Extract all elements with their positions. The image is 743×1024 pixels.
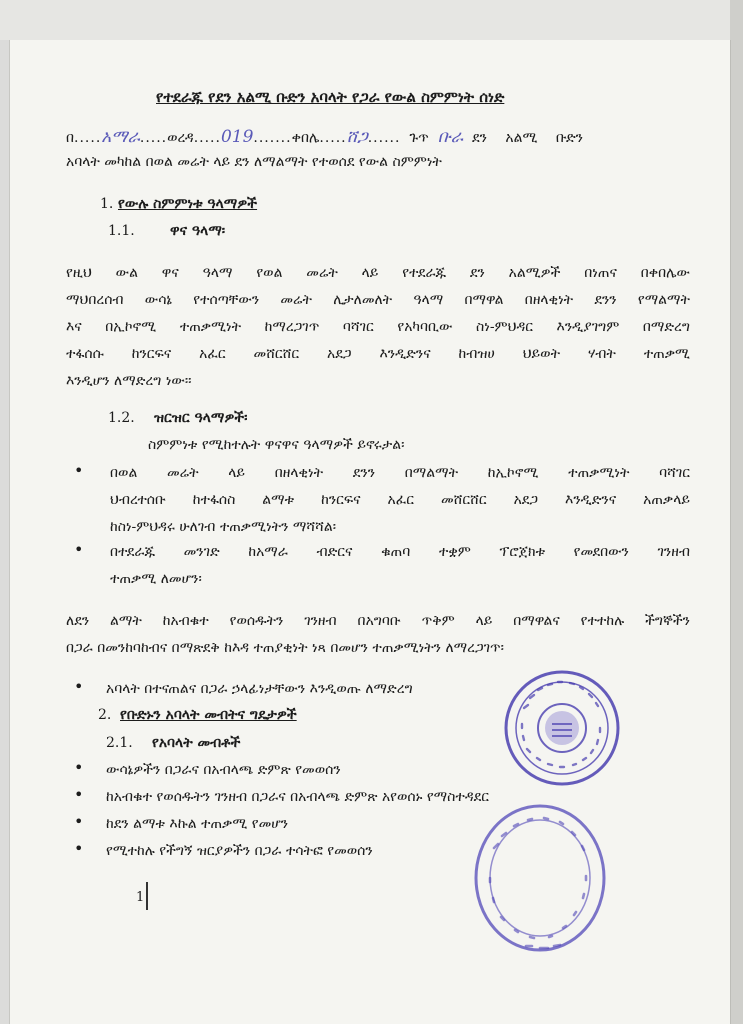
bullet-dot: • [74, 812, 84, 831]
scan-top-edge [0, 0, 743, 40]
kebele-label: ቀበሌ [291, 130, 320, 146]
document-title: የተደራጁ የደን አልሚ ቡድን አባላት የጋራ የውል ስምምነት ሰነድ [156, 88, 505, 106]
bullet-line: ከስነ-ምህዳሩ ሁለገብ ተጠቃሚነትን ማሻሻል፡ [110, 519, 337, 535]
official-stamp-seal-lower [470, 798, 610, 958]
sub1-2-heading: ዝርዝር ዓላማዎች፡ [154, 410, 248, 426]
paragraph-line: እንዲሆን ለማድረግ ነው፡፡ [66, 373, 192, 389]
sub2-1-heading: የአባላት መብቶች [152, 735, 241, 751]
scan-right-edge [730, 0, 743, 1024]
woreda-label: ወረዳ [167, 130, 194, 146]
bullet-line: ህብረተሰቡ ከተፋሰስ ልማቱ ከንርፍና አፈር መሸርሸር አደጋ እንዲድንና አጠቃላይ [110, 492, 690, 508]
paragraph-line: ተፋሰሱ ከንርፍና አፈር መሸርሸር አደጋ እንዲድንና ከብዝሀ ህይወት ሃብት ተጠቃሚ [66, 346, 690, 362]
bullet-line: በወል መሬት ላይ በዘላቂነት ደንን በማልማት ከኢኮኖሚ ተጠቃሚነት ባሻገር [110, 465, 690, 481]
official-stamp-seal [502, 668, 622, 788]
section1-number: 1. [100, 196, 114, 212]
sub2-1-number: 2.1. [106, 735, 133, 751]
intro-suffix: ደን አልሚ ቡድን [471, 130, 584, 146]
bullet-dot: • [74, 540, 84, 559]
section2-number: 2. [98, 707, 112, 723]
paragraph-line: እና በኢኮኖሚ ተጠቃሚነት ከማረጋገጥ ባሻገር የአካባቢው ስነ-ምህዳር እንዲያገግም በማድረግ [66, 319, 690, 335]
bullet-dot: • [74, 758, 84, 777]
intro-line-1: በ.....አማራ.....ወረዳ.....019.......ቀበሌ.....ሸጋ...... ጉጥ ቡራ ደን አልሚ ቡድን [66, 127, 584, 147]
kebele-handwritten: ሸጋ [346, 127, 368, 147]
intro-line-2: አባላት መካከል በወል መሬት ላይ ደን ለማልማት የተወሰደ የውል ስምምነት [66, 154, 442, 170]
sub1-2-number: 1.2. [108, 410, 135, 426]
rights-item: የሚተከሉ የችግኝ ዝርያዎችን በጋራ ተሳትፎ የመወሰን [106, 843, 373, 859]
bullet-dot: • [74, 677, 84, 696]
rights-item: ውሳኔዎችን በጋራና በአብላጫ ድምጽ የመወሰን [106, 762, 341, 778]
bullet-line: በተደራጁ መንገድ ከአማራ ብድርና ቁጠባ ተቋም ፕሮጀክቱ የመደበውን ገንዘብ [110, 544, 690, 560]
woreda-handwritten: 019 [220, 127, 254, 147]
region-handwritten: አማራ [101, 127, 140, 147]
rights-item: ከአብቁተ የወሰዱትን ገንዘብ በጋራና በአብላጫ ድምጽ አየወሰኑ የማስተዳደር [106, 789, 489, 805]
sub1-1-heading: ዋና ዓላማ፡ [170, 223, 226, 239]
paragraph2-line: ለደን ልማት ከአብቁተ የወሰዱትን ገንዘብ በአግባቡ ጥቅም ላይ በማዋልና የተተከሉ ችግኞችን [66, 613, 690, 629]
intro-prefix: በ [66, 130, 75, 146]
rights-item: ከደን ልማቱ እኩል ተጠቃሚ የመሆን [106, 816, 289, 832]
document-page [10, 40, 730, 1024]
bullet-dot: • [74, 839, 84, 858]
got-label: ጉጥ [409, 130, 429, 146]
bullet-line: ተጠቃሚ ለመሆን፡ [110, 571, 202, 587]
got-handwritten: ቡራ [437, 127, 464, 147]
sub1-1-number: 1.1. [108, 223, 135, 239]
sub1-2-intro: ስምምነቱ የሚከተሉት ዋናዋና ዓላማዎች ይኖሩታል፡ [148, 437, 405, 453]
bullet-dot: • [74, 461, 84, 480]
paragraph2-line: በጋራ በመንከባከብና በማጽደቅ ከእዳ ተጠያቂነት ነጻ በመሆን ተጠቃሚነትን ለማረጋገጥ፡ [66, 640, 504, 656]
section2-heading: የቡድኑን አባላት መብትና ግዴታዎች [120, 707, 297, 723]
bullet-line: አባላት በተናጠልና በጋራ ኃላፊነታቸውን እንዲወጡ ለማድረግ [106, 681, 413, 697]
section1-heading: የውሉ ስምምነቱ ዓላማዎች [118, 196, 258, 212]
paragraph-line: ማህበረሰብ ውሳኔ የተሰጣቸውን መሬት ሊታለመለት ዓላማ በማዋል በዘላቂነት ደንን የማልማት [66, 292, 690, 308]
page-number: 1 [136, 890, 145, 905]
bullet-dot: • [74, 785, 84, 804]
page-number-mark [146, 882, 148, 910]
paragraph-line: የዚህ ውል ዋና ዓላማ የወል መሬት ላይ የተደራጁ ደን አልሚዎች በነጠና በቀበሌው [66, 265, 690, 281]
